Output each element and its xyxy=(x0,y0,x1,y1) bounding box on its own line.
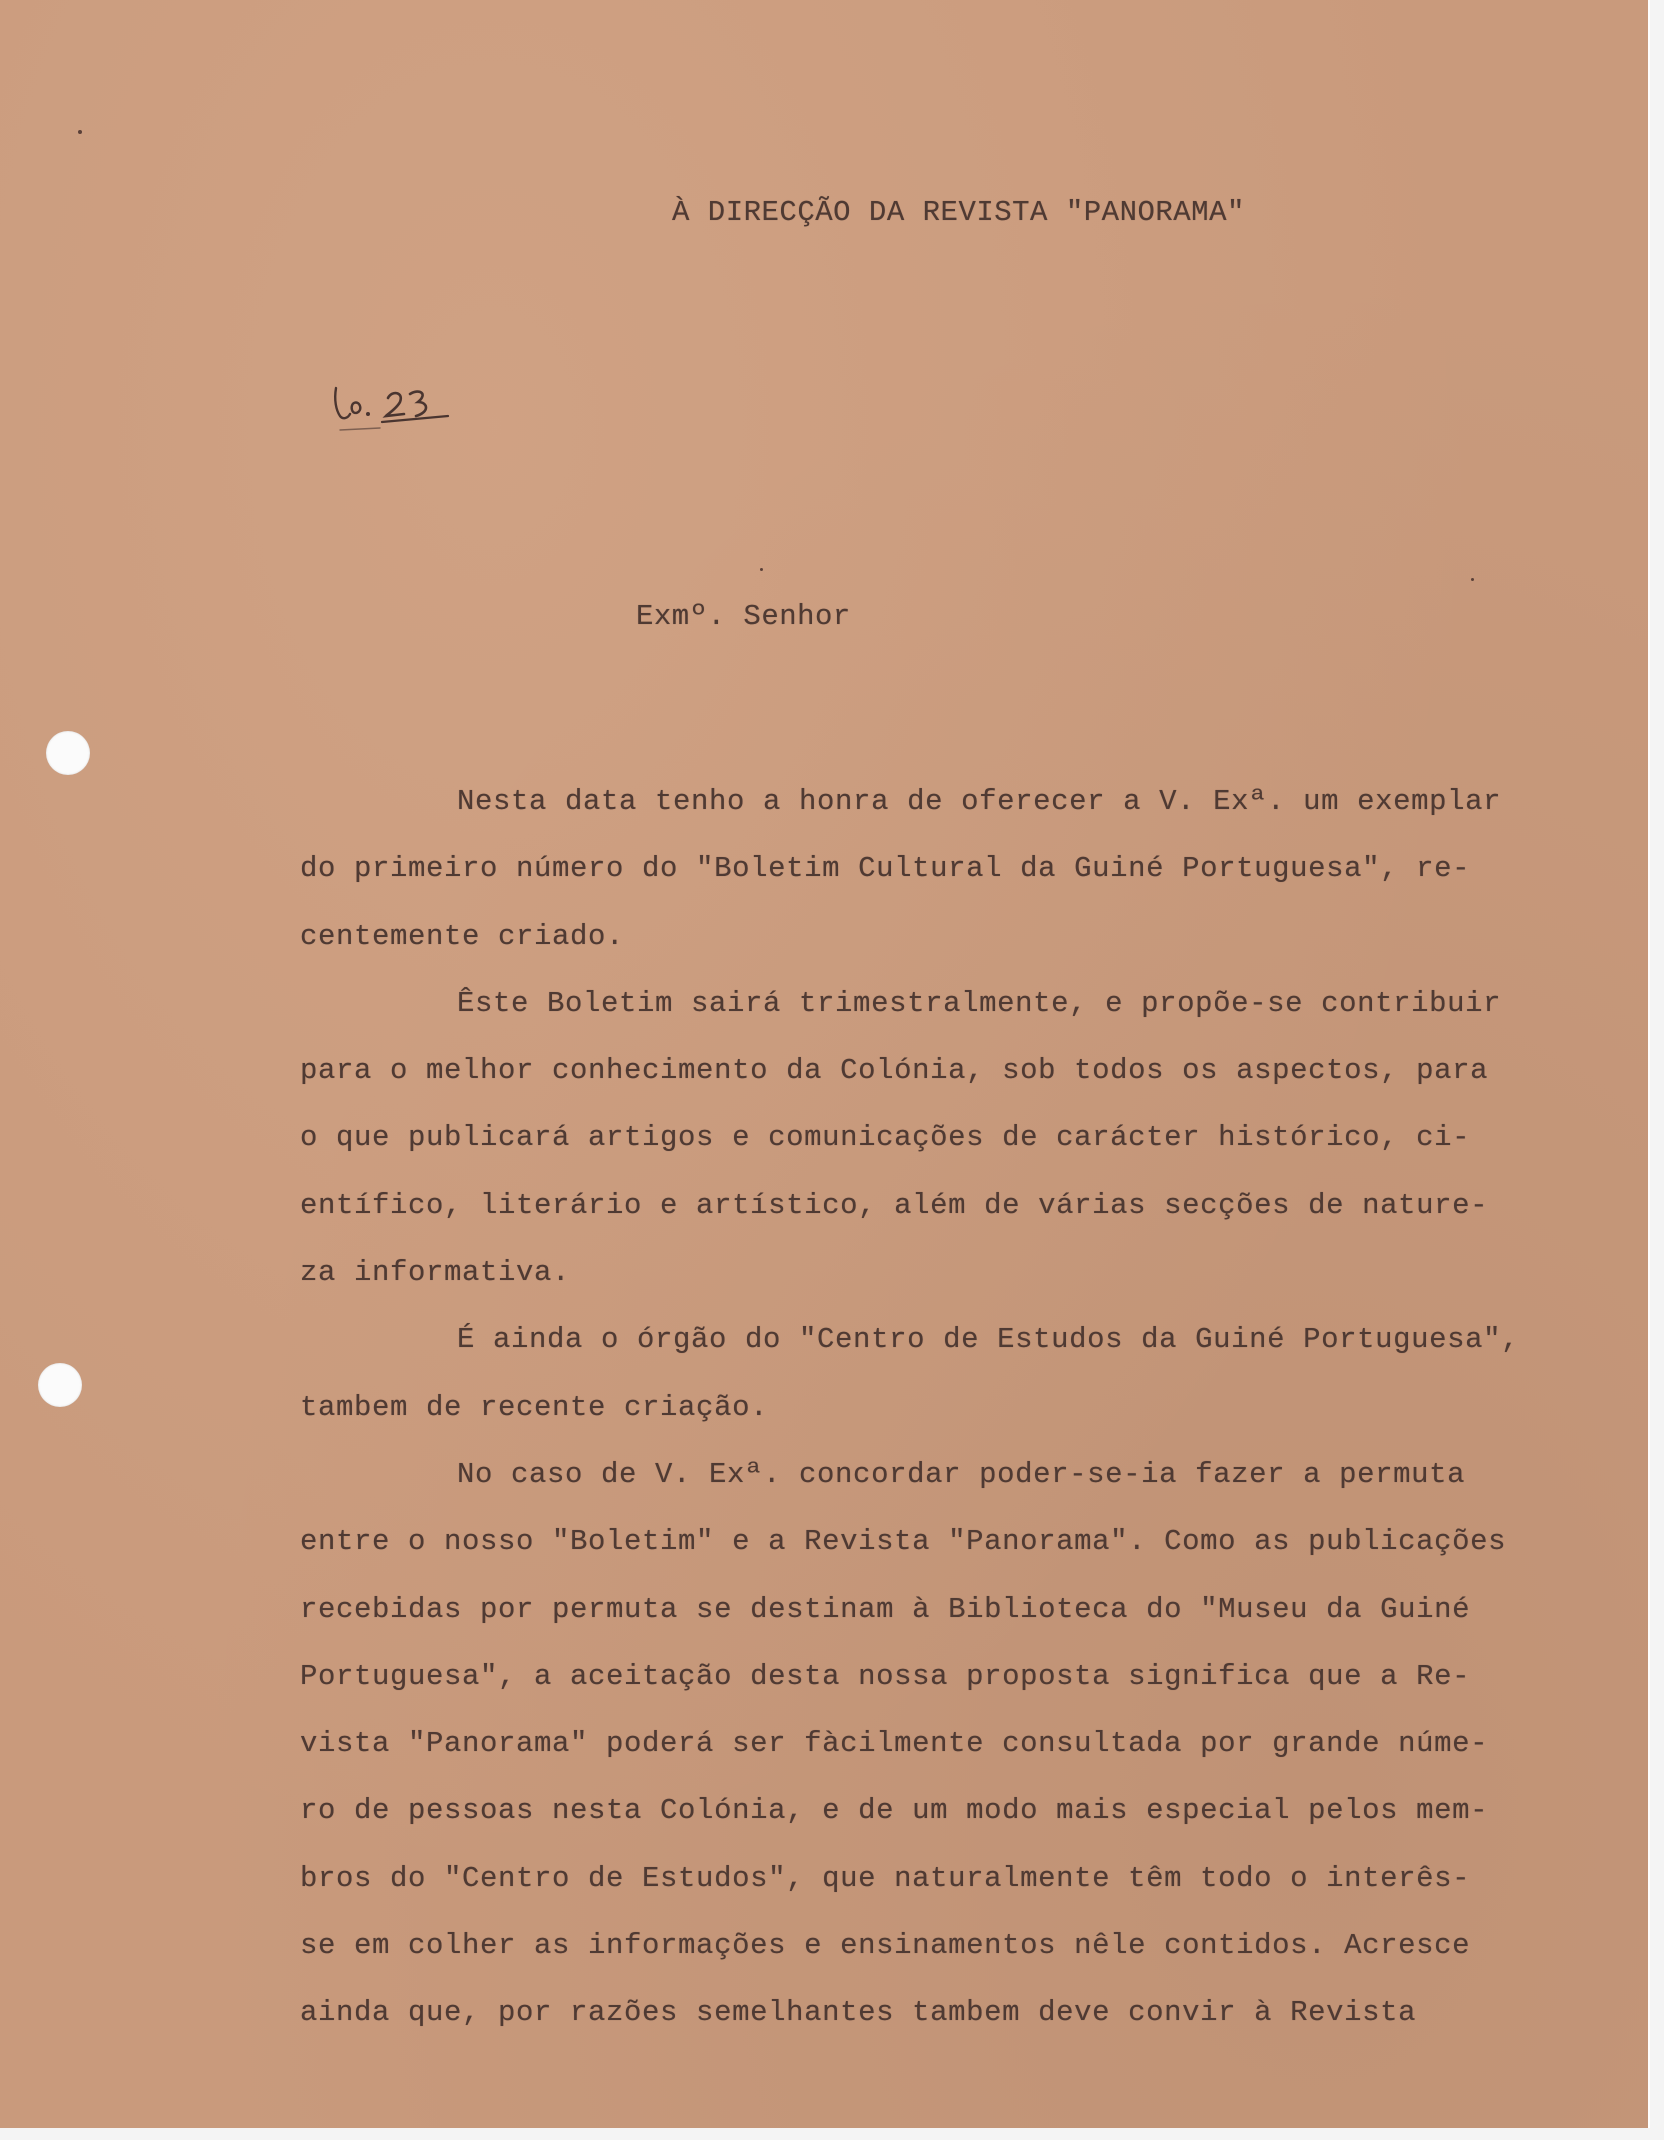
body-line: vista "Panorama" poderá ser fàcilmente consultada por grande núme- xyxy=(300,1727,1489,1761)
body-line: Êste Boletim sairá trimestralmente, e propõe-se contribuir xyxy=(457,986,1502,1020)
body-line: za informativa. xyxy=(300,1256,571,1290)
body-line: o que publicará artigos e comunicações de carácter histórico, ci- xyxy=(300,1121,1471,1155)
body-line: se em colher as informações e ensinamentos nêle contidos. Acresce xyxy=(300,1929,1471,1963)
paper-speck xyxy=(78,130,82,134)
body-line: recebidas por permuta se destinam à Biblioteca do "Museu da Guiné xyxy=(300,1592,1471,1626)
body-line: ro de pessoas nesta Colónia, e de um modo mais especial pelos mem- xyxy=(300,1794,1489,1828)
scan-edge-bottom xyxy=(0,2128,1664,2140)
paper-speck xyxy=(1471,578,1474,581)
paper-speck xyxy=(760,568,763,571)
scan-edge-right xyxy=(1650,0,1664,2140)
letter-body xyxy=(300,782,1648,2061)
body-line: tambem de recente criação. xyxy=(300,1390,769,1424)
body-line: entífico, literário e artístico, além de várias secções de nature- xyxy=(300,1188,1489,1222)
punch-hole-bottom xyxy=(38,1363,82,1407)
body-line: Nesta data tenho a honra de oferecer a V. Exª. um exemplar xyxy=(457,785,1502,818)
body-line: Portuguesa", a aceitação desta nossa proposta significa que a Re- xyxy=(300,1659,1471,1693)
handwritten-annotation xyxy=(330,380,460,440)
body-line: É ainda o órgão do "Centro de Estudos da Guiné Portuguesa", xyxy=(457,1323,1520,1357)
body-line: bros do "Centro de Estudos", que naturalmente têm todo o interês- xyxy=(300,1861,1471,1895)
punch-hole-top xyxy=(46,731,90,775)
body-line: do primeiro número do "Boletim Cultural da Guiné Portuguesa", re- xyxy=(300,852,1471,886)
body-line: ainda que, por razões semelhantes tambem deve convir à Revista xyxy=(300,1996,1417,2030)
body-line: centemente criado. xyxy=(300,919,625,953)
salutation: Exmº. Senhor xyxy=(636,600,851,633)
body-line: entre o nosso "Boletim" e a Revista "Panorama". Como as publicações xyxy=(300,1525,1507,1559)
body-line: No caso de V. Exª. concordar poder-se-ia fazer a permuta xyxy=(457,1457,1466,1491)
letter-heading: À DIRECÇÃO DA REVISTA "PANORAMA" xyxy=(672,196,1245,229)
body-line: para o melhor conhecimento da Colónia, sob todos os aspectos, para xyxy=(300,1054,1489,1088)
